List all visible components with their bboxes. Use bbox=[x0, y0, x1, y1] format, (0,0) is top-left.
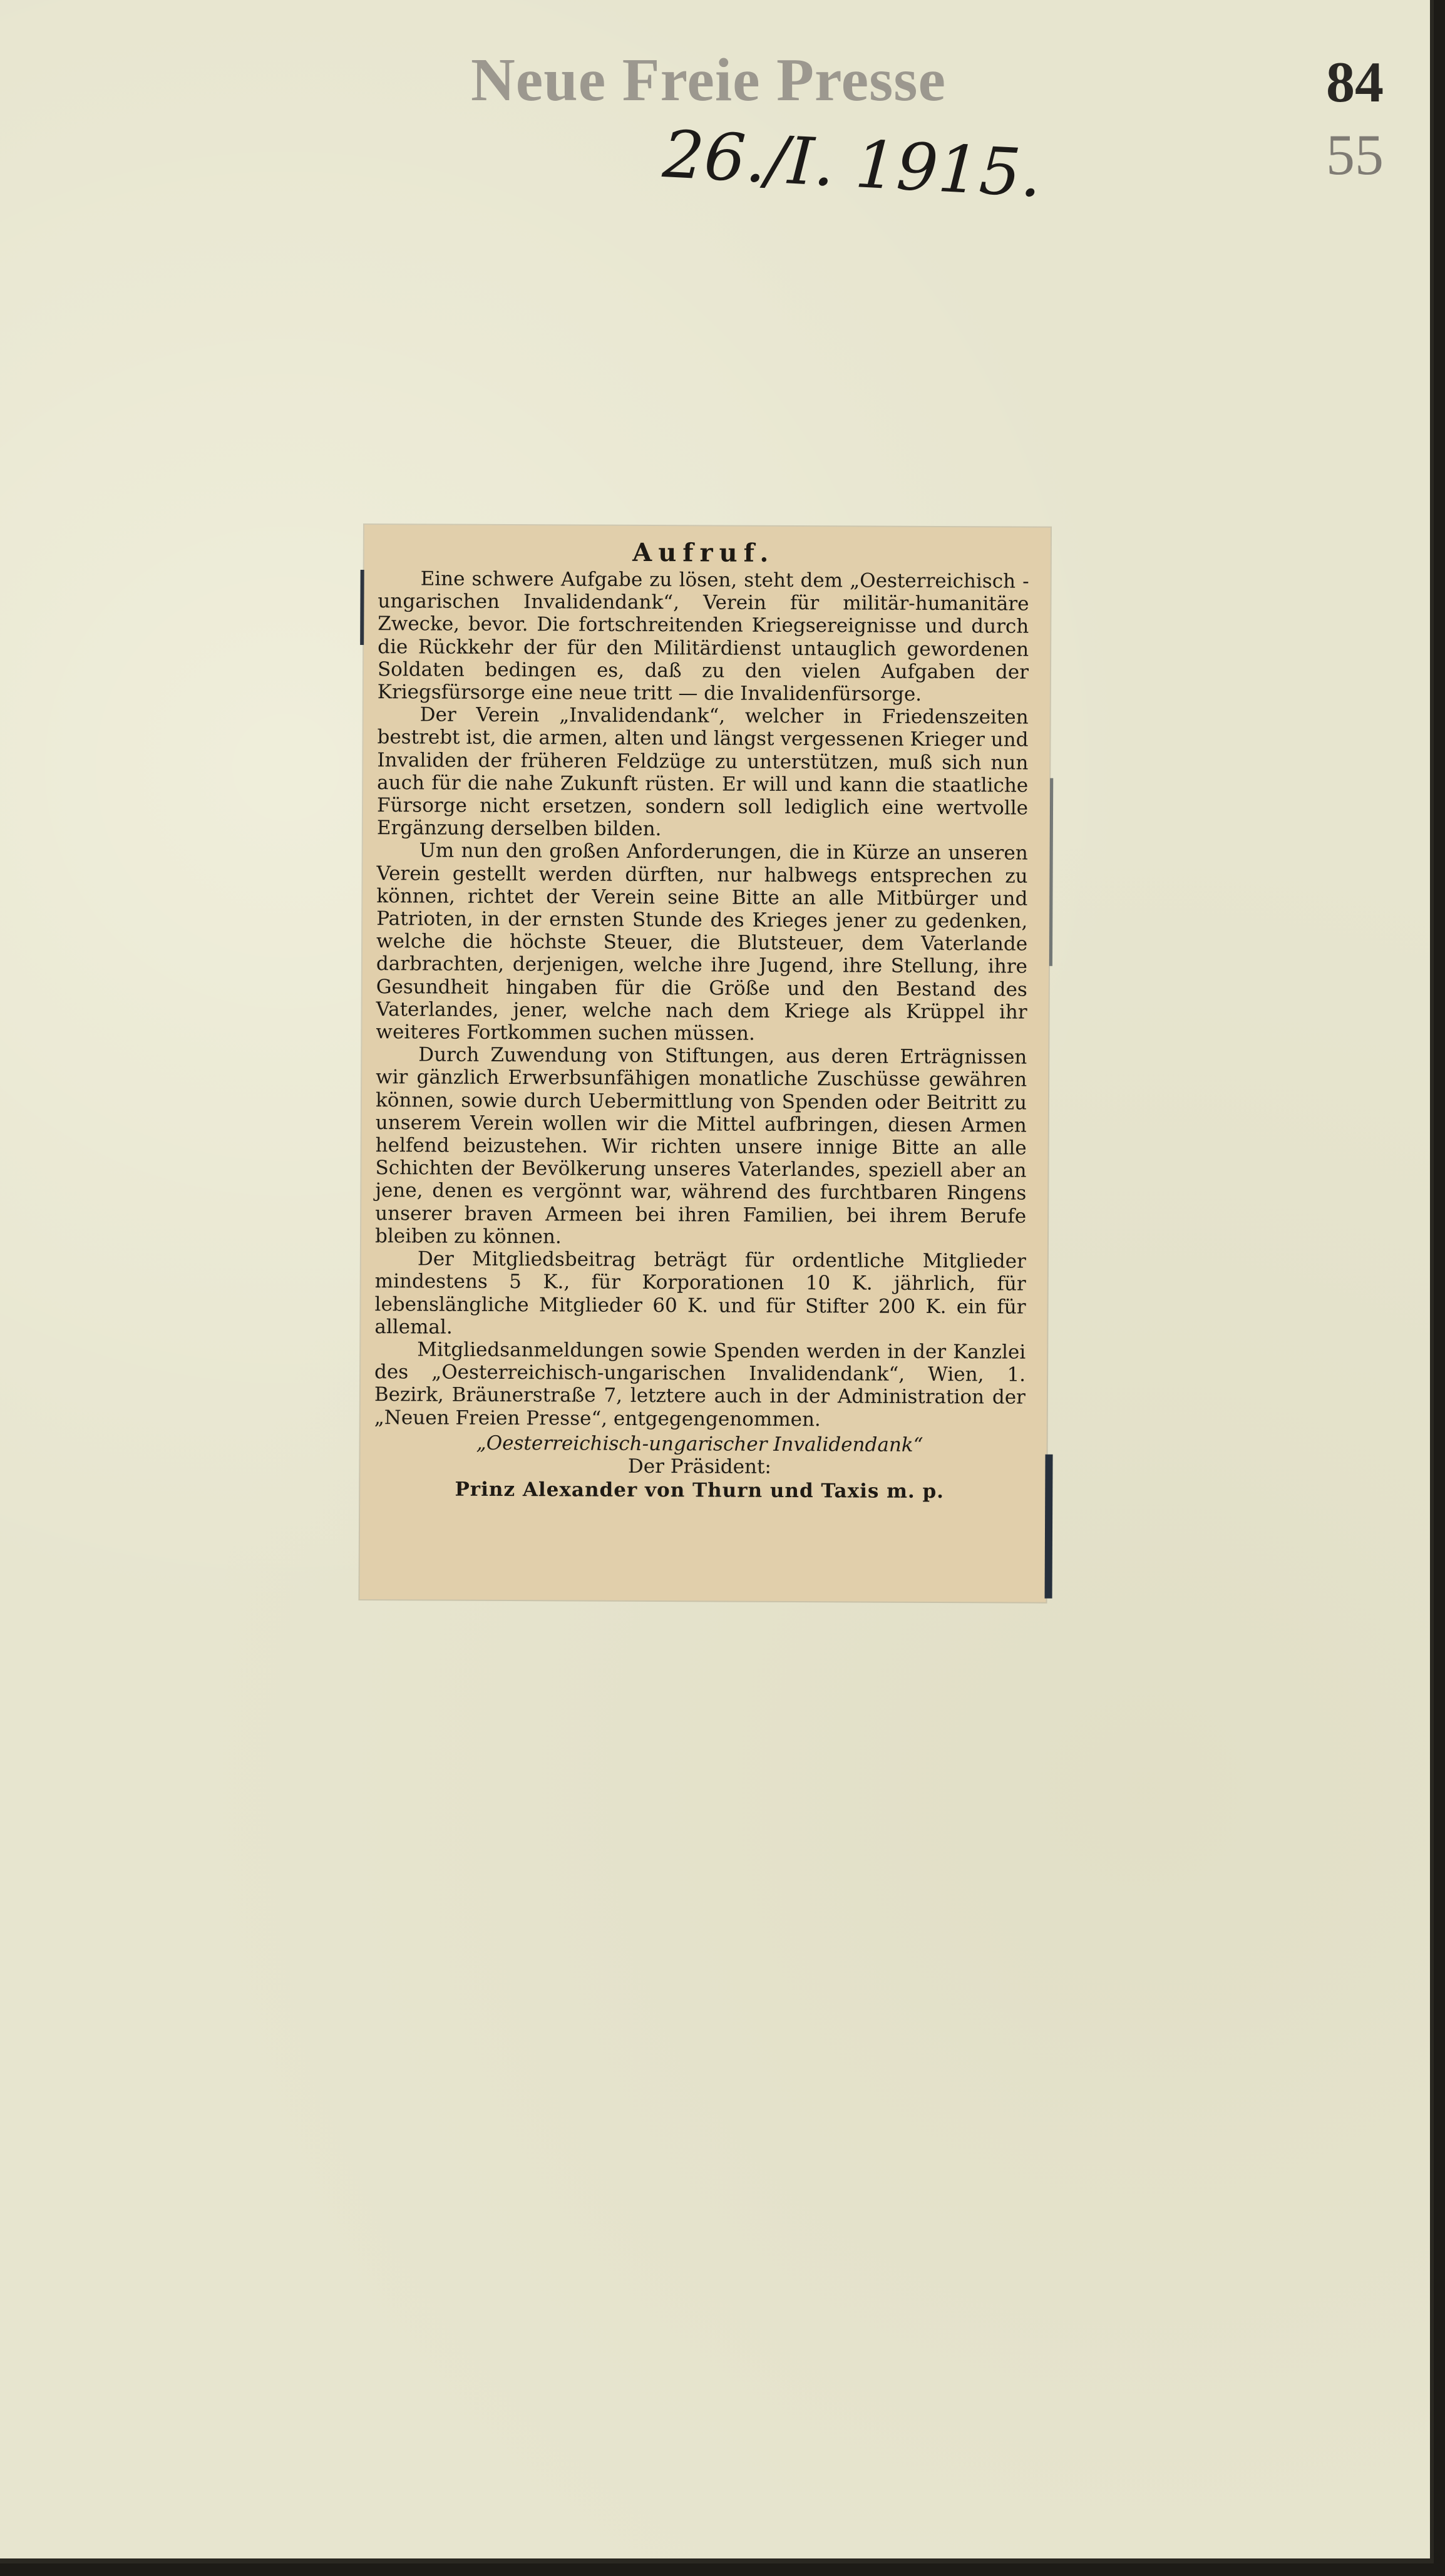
ink-mark-left bbox=[360, 570, 364, 645]
newspaper-clipping bbox=[360, 525, 1051, 1602]
newspaper-stamp: Neue Freie Presse bbox=[471, 46, 946, 114]
clipping-paragraph: Eine schwere Aufgabe zu lösen, steht dem „Oesterreichisch - ungarischen Invalidendank“, Verein für militär-humanitäre Zwecke, bevor. Die fortschreitenden Kriegsereignisse und durch die Rückkehr der für den Militärdienst untauglich gewordenen Soldaten bedingen es, daß zu den vielen Aufgaben der Kriegsfürsorge eine neue tritt — die Invalidenfürsorge. bbox=[377, 567, 1029, 706]
clipping-paragraph: Mitgliedsanmeldungen sowie Spenden werden in der Kanzlei des „Oesterreichisch-ungarischen Invalidendank“, Wien, 1. Bezirk, Bräunerstraße 7, letztere auch in der Administration der „Neuen Freien Presse“, entgegengenommen. bbox=[374, 1338, 1026, 1431]
page-number-bottom: 55 bbox=[1326, 123, 1384, 187]
ink-mark-right-faint bbox=[1049, 778, 1053, 966]
clipping-paragraph: Durch Zuwendung von Stiftungen, aus deren Erträgnissen wir gänzlich Erwerbsunfähigen monatliche Zuschüsse gewähren können, sowie durch Uebermittlung von Spenden oder Beitritt zu unserem Verein wollen wir die Mittel aufbringen, diesen Armen helfend beizustehen. Wir richten unsere innige Bitte an alle Schichten der Bevölkerung unseres Vaterlandes, speziell aber an jene, denen es vergönnt war, während des furchtbaren Ringens unserer braven Armeen bei ihren Familien, bei ihrem Berufe bleiben zu können. bbox=[374, 1043, 1027, 1249]
president-name: Prinz Alexander von Thurn und Taxis m. p. bbox=[455, 1478, 945, 1503]
president-label: Der Präsident: bbox=[627, 1455, 771, 1478]
ink-mark-right bbox=[1045, 1455, 1053, 1599]
handwritten-date: 26./I. 1915. bbox=[661, 116, 1044, 212]
clipping-paragraph: Der Mitgliedsbeitrag beträgt für ordentliche Mitglieder mindestens 5 K., für Korporationen 10 K. jährlich, für lebenslängliche Mitglieder 60 K. und für Stifter 200 K. ein für allemal. bbox=[374, 1247, 1026, 1339]
clipping-paragraph: Um nun den großen Anforderungen, die in Kürze an unseren Verein gestellt werden dürften, nur halbwegs entsprechen zu können, richtet der Verein seine Bitte an alle Mitbürger und Patrioten, in der ernsten Stunde des Krieges jener zu gedenken, welche die höchste Steuer, die Blutsteuer, dem Vaterlande darbrachten, derjenigen, welche ihre Jugend, ihre Stellung, ihre Gesundheit hingaben für die Größe und den Bestand des Vaterlandes, jener, welche nach dem Kriege als Krüppel ihr weiteres Fortkommen suchen müssen. bbox=[376, 839, 1028, 1045]
clipping-paragraph: Der Verein „Invalidendank“, welcher in Friedenszeiten bestrebt ist, die armen, alten und längst vergessenen Krieger und Invaliden der früheren Feldzüge zu unterstützen, muß sich nun auch für die nahe Zukunft rüsten. Er will und kann die staatliche Fürsorge nicht ersetzen, sondern soll lediglich eine wertvolle Ergänzung derselben bilden. bbox=[376, 703, 1029, 841]
clipping-title: Aufruf. bbox=[632, 537, 775, 568]
society-signature: „Oesterreichisch-ungarischer Invalidendank“ bbox=[476, 1431, 923, 1456]
page-number-top: 84 bbox=[1326, 50, 1384, 114]
